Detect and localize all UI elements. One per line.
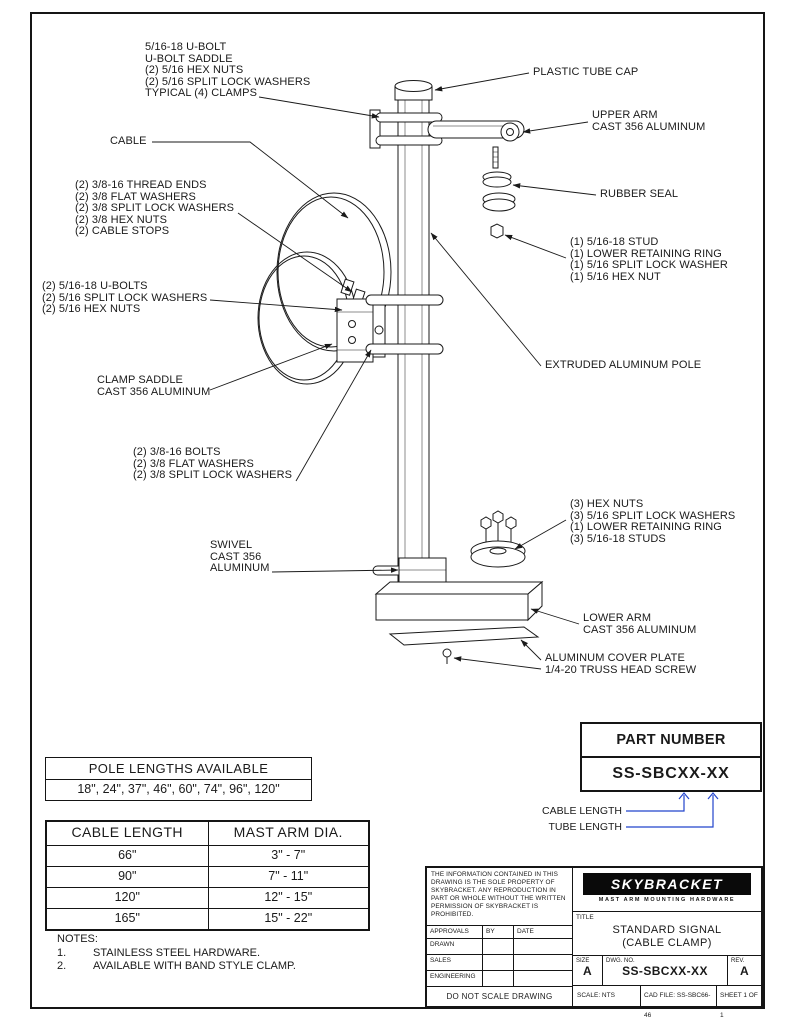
- callout-line: CAST 356 ALUMINUM: [97, 385, 211, 398]
- callout-pole: EXTRUDED ALUMINUM POLE: [545, 359, 702, 371]
- approvals-header-cell: APPROVALS: [427, 926, 483, 939]
- cable-length-label: CABLE LENGTH: [542, 805, 622, 817]
- table-header-row: [47, 822, 368, 845]
- table-cell: 3" - 7": [208, 846, 369, 866]
- pole-lengths-header: POLE LENGTHS AVAILABLE: [45, 757, 312, 780]
- approvals-header-row: [427, 926, 572, 939]
- column-header: MAST ARM DIA.: [208, 822, 369, 845]
- callout-line: CAST 356: [210, 550, 262, 563]
- table-cell: 165": [114, 911, 140, 925]
- approvals-date-cell: [514, 939, 573, 955]
- pole-assembly-shape: [337, 81, 542, 665]
- table-cell: 120": [114, 890, 140, 904]
- approvals-row: [427, 971, 572, 987]
- callout-clamp-saddle: [97, 375, 210, 398]
- table-cell: 66": [118, 848, 137, 862]
- rev-cell: REV. A: [728, 956, 761, 986]
- u-bolt-shape: [366, 295, 443, 305]
- scale-cell: SCALE: NTS: [573, 986, 641, 1006]
- callout-line: (3) HEX NUTS: [570, 498, 644, 510]
- callout-line: (2) 3/8-16 BOLTS: [133, 446, 221, 458]
- callout-stud-set: [570, 237, 728, 283]
- callout-line: (2) 3/8 SPLIT LOCK WASHERS: [75, 202, 235, 215]
- approvals-row: [427, 955, 572, 971]
- callout-plastic-tube-cap: PLASTIC TUBE CAP: [533, 66, 639, 78]
- part-number-leaders: [626, 793, 718, 827]
- note-item: [57, 947, 296, 961]
- approvals-row: [427, 939, 572, 955]
- callout-rubber-seal: RUBBER SEAL: [600, 188, 679, 200]
- callout-line: ALUMINUM: [210, 562, 270, 575]
- table-row: [47, 887, 368, 908]
- table-cell: 90": [118, 869, 137, 883]
- hex-nut-shape: [491, 224, 503, 238]
- callout-hex-nut-set: [570, 499, 735, 545]
- lower-arm-shape: [376, 582, 542, 594]
- callout-line: CAST 356 ALUMINUM: [583, 623, 697, 636]
- callout-line: CAST 356 ALUMINUM: [592, 120, 706, 133]
- note-text: AVAILABLE WITH BAND STYLE CLAMP.: [93, 960, 296, 972]
- callout-line: UPPER ARM: [592, 109, 658, 121]
- callout-line: (1) 5/16-18 STUD: [570, 236, 659, 248]
- column-header: CABLE LENGTH: [71, 824, 183, 840]
- callout-ubolt-clamp: [145, 42, 310, 100]
- callout-lower-arm: [583, 613, 696, 636]
- callout-line: (2) 3/8-16 THREAD ENDS: [75, 179, 207, 191]
- callout-line: (3) 5/16 SPLIT LOCK WASHERS: [570, 509, 736, 522]
- callout-line: (2) 3/8 HEX NUTS: [75, 213, 168, 226]
- drawing-title-cell: [573, 912, 761, 956]
- callout-line: (2) 5/16 SPLIT LOCK WASHERS: [42, 291, 208, 304]
- callout-line: 1/4-20 TRUSS HEAD SCREW: [545, 663, 697, 676]
- callout-line: U-BOLT SADDLE: [145, 52, 233, 65]
- title-block: [425, 866, 763, 1019]
- callout-upper-arm: [592, 110, 705, 133]
- pole-lengths-table: [45, 757, 312, 801]
- approvals-label: DRAWN: [427, 939, 483, 955]
- callout-line: CLAMP SADDLE: [97, 374, 183, 386]
- pole-lengths-values: 18", 24", 37", 46", 60", 74", 96", 120": [45, 780, 312, 801]
- cover-plate-shape: [390, 627, 538, 645]
- table-cell: 12" - 15": [208, 888, 369, 908]
- callout-ubolts: [42, 281, 207, 316]
- table-cell: 7" - 11": [208, 867, 369, 887]
- note-number: 1.: [57, 946, 67, 959]
- approvals-header-cell: BY: [483, 926, 514, 939]
- drawing-title: STANDARD SIGNAL (CABLE CLAMP): [612, 924, 722, 949]
- table-row: [47, 866, 368, 887]
- callout-cable: CABLE: [110, 135, 147, 147]
- callout-line: (2) 5/16 SPLIT LOCK WASHERS: [145, 75, 311, 88]
- callout-line: (2) 5/16 HEX NUTS: [145, 64, 244, 77]
- do-not-scale-note: DO NOT SCALE DRAWING: [427, 987, 573, 1006]
- callout-line: (1) LOWER RETAINING RING: [570, 247, 722, 260]
- logo-wordmark: SKYBRACKET: [583, 873, 751, 895]
- approvals-label: SALES: [427, 955, 483, 971]
- callout-line: SWIVEL: [210, 539, 253, 551]
- note-number: 2.: [57, 960, 67, 972]
- approvals-by-cell: [483, 939, 514, 955]
- approvals-header-cell: DATE: [514, 926, 573, 939]
- callout-thread-ends: [75, 180, 234, 238]
- callout-bolts: [133, 447, 292, 482]
- stud-shape: [493, 147, 498, 168]
- part-number-box: [580, 722, 762, 792]
- callout-line: (3) 5/16-18 STUDS: [570, 532, 666, 545]
- disclaimer-text: THE INFORMATION CONTAINED IN THIS DRAWING IS THE SOLE PROPERTY OF SKYBRACKET. ANY REPRODUCTION IN PART OR WHOLE WITHOUT THE WRITTEN PERMISSION OF SKYBRACKET IS PROHIBITED.: [427, 868, 573, 926]
- part-number-value: SS-SBCXX-XX: [612, 765, 730, 782]
- notes-title: NOTES:: [57, 933, 98, 945]
- callout-line: TYPICAL (4) CLAMPS: [145, 87, 258, 100]
- note-item: [57, 960, 296, 974]
- table-row: [47, 845, 368, 866]
- tube-length-label: TUBE LENGTH: [548, 821, 622, 833]
- approvals-label: ENGINEERING: [427, 971, 483, 987]
- part-number-title: PART NUMBER: [582, 724, 760, 758]
- table-row: [47, 908, 368, 929]
- approvals-date-cell: [514, 955, 573, 971]
- callout-line: 5/16-18 U-BOLT: [145, 41, 227, 53]
- dwg-no-cell: DWG. NO. SS-SBCXX-XX: [603, 956, 728, 986]
- callout-line: (2) 3/8 FLAT WASHERS: [133, 457, 254, 470]
- callout-line: (2) 5/16-18 U-BOLTS: [42, 280, 148, 292]
- logo-tagline: MAST ARM MOUNTING HARDWARE: [598, 897, 736, 903]
- approvals-by-cell: [483, 971, 514, 987]
- callout-line: (2) CABLE STOPS: [75, 225, 170, 238]
- approvals-date-cell: [514, 971, 573, 987]
- cad-file-cell: CAD FILE: SS-SBC66-46: [641, 986, 717, 1006]
- approvals-by-cell: [483, 955, 514, 971]
- approvals-table: [427, 926, 573, 987]
- cable-length-table: [45, 820, 370, 931]
- table-cell: 15" - 22": [208, 909, 369, 929]
- callout-line: (1) 5/16 HEX NUT: [570, 270, 661, 283]
- title-label: TITLE: [576, 914, 594, 921]
- callout-cover-plate: [545, 653, 696, 676]
- size-cell: SIZE A: [573, 956, 603, 986]
- callout-line: (2) 3/8 FLAT WASHERS: [75, 190, 196, 203]
- truss-screw-shape: [443, 649, 451, 657]
- skybracket-logo: [573, 868, 761, 912]
- callout-swivel: [210, 540, 269, 575]
- callout-line: (2) 5/16 HEX NUTS: [42, 303, 141, 316]
- notes: [57, 933, 296, 974]
- sheet-cell: SHEET 1 OF 1: [720, 992, 758, 1019]
- callout-line: LOWER ARM: [583, 612, 652, 624]
- callout-line: (1) LOWER RETAINING RING: [570, 521, 722, 534]
- note-text: STAINLESS STEEL HARDWARE.: [93, 946, 261, 959]
- leader-lines: [152, 73, 596, 669]
- callout-line: ALUMINUM COVER PLATE: [545, 652, 685, 664]
- callout-line: (2) 3/8 SPLIT LOCK WASHERS: [133, 469, 293, 482]
- callout-line: (1) 5/16 SPLIT LOCK WASHER: [570, 259, 728, 272]
